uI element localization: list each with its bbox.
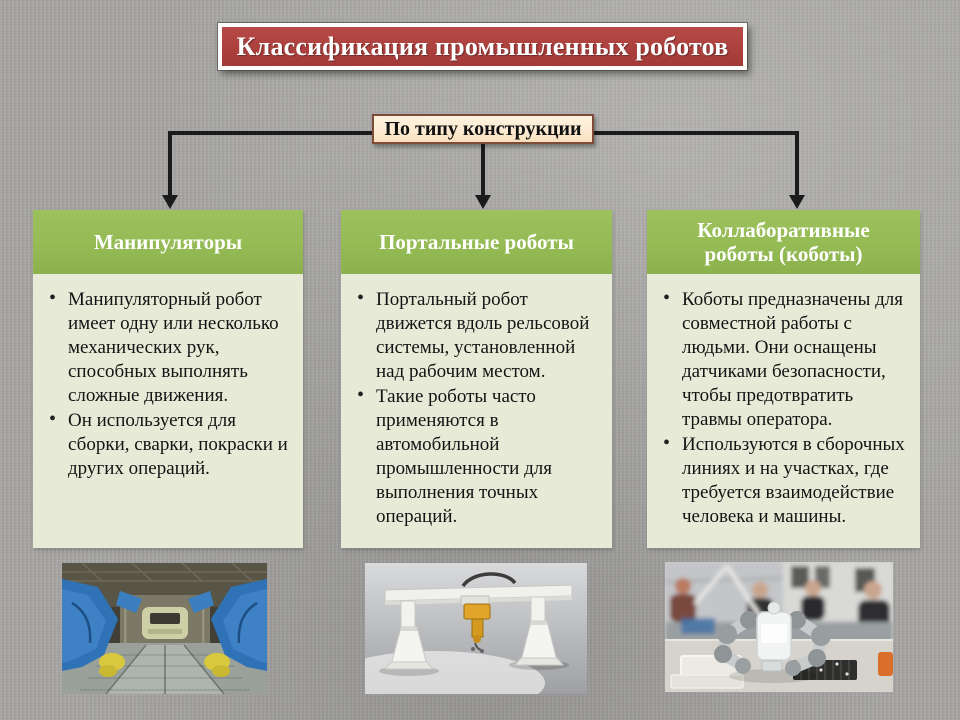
construction-type-node bbox=[372, 114, 594, 144]
slide-title: Классификация промышленных роботов bbox=[236, 31, 729, 61]
bullet-text: Используются в сборочных линиях и на участках, где требуется взаимодействие человека и машины. bbox=[682, 434, 905, 527]
arrow-down-icon bbox=[475, 195, 491, 209]
bullet-text: Он используется для сборки, сварки, покраски и других операций. bbox=[68, 410, 288, 479]
bullet-text: Манипуляторный робот имеет одну или несколько механических рук, способных выполнять сложные движения. bbox=[68, 289, 279, 406]
construction-type-label: По типу конструкции bbox=[384, 117, 582, 140]
column-header-label: Манипуляторы bbox=[93, 229, 243, 254]
arrow-down-icon bbox=[789, 195, 805, 209]
column-header-label: Коллаборативные роботы (коботы) bbox=[697, 217, 870, 266]
bullet-text: Портальный робот движется вдоль рельсовой системы, установленной над рабочим местом. bbox=[376, 289, 590, 382]
bullet-text: Такие роботы часто применяются в автомобильной промышленности для выполнения точных операций. bbox=[376, 386, 552, 527]
bullet-text: Коботы предназначены для совместной работы с людьми. Они оснащены датчиками безопасности, чтобы предотвратить травмы оператора. bbox=[682, 289, 903, 430]
arrow-down-icon bbox=[162, 195, 178, 209]
column-header-label: Портальные роботы bbox=[379, 229, 574, 254]
